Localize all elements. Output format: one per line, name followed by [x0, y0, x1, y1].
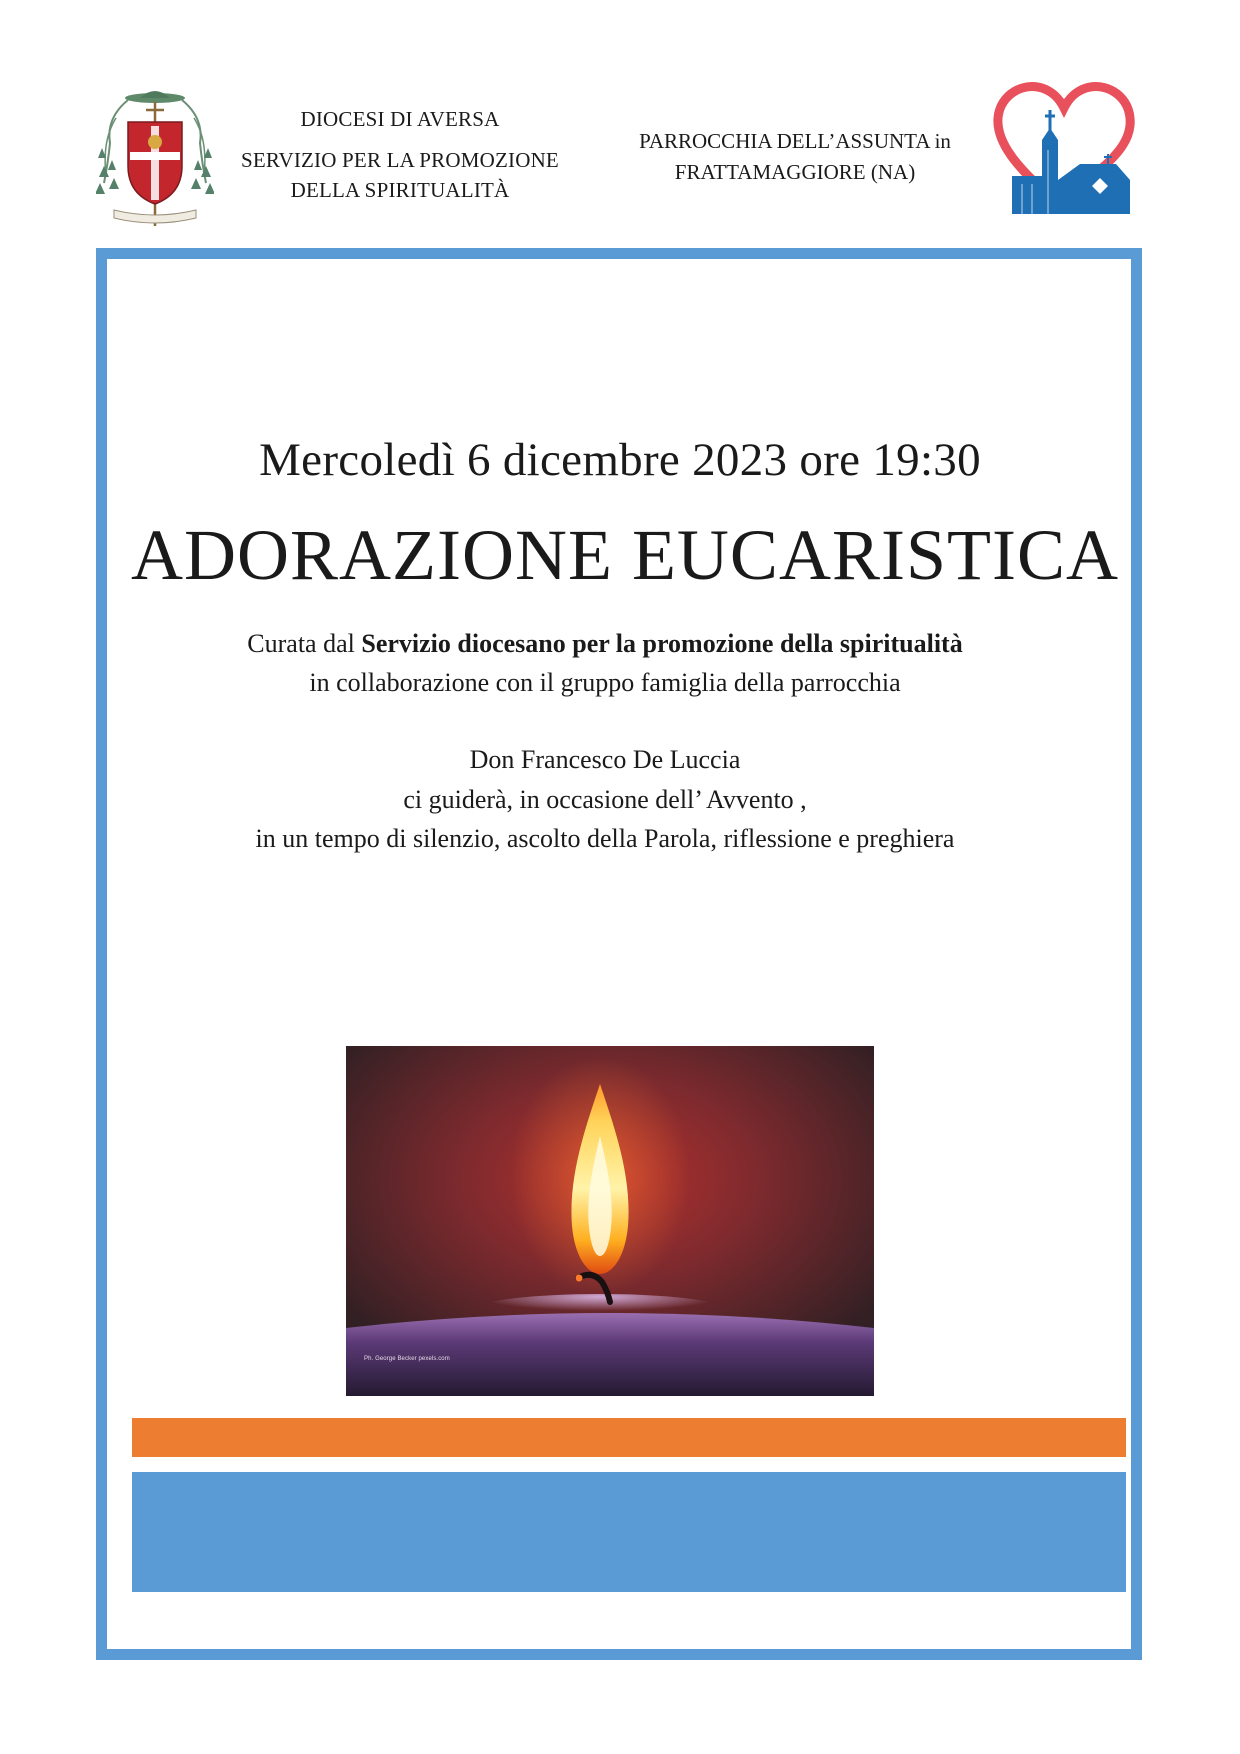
parish-logo	[990, 80, 1138, 218]
intro-organizer: Servizio diocesano per la promozione della spiritualità	[361, 629, 963, 658]
guide-name: Don Francesco De Luccia	[469, 745, 741, 774]
guide-line3: in un tempo di silenzio, ascolto della Parola, riflessione e preghiera	[255, 824, 955, 853]
photo-credit: Ph. George Becker pexels.com	[364, 1356, 450, 1362]
candle-photo	[346, 1046, 874, 1396]
intro-prefix: Curata dal	[247, 629, 362, 658]
diocese-service-line1: SERVIZIO PER LA PROMOZIONE	[241, 148, 559, 172]
diocese-heading	[220, 104, 580, 205]
footer-bar	[132, 1472, 1126, 1592]
parish-name-line1: PARROCCHIA DELL’ASSUNTA in	[639, 129, 951, 153]
diocese-service-line2: DELLA SPIRITUALITÀ	[290, 178, 510, 202]
event-date-time: Mercoledì 6 dicembre 2023 ore 19:30	[259, 434, 981, 486]
coat-of-arms-icon	[96, 88, 214, 230]
diocese-name: DIOCESI DI AVERSA	[300, 107, 500, 131]
event-guide	[0, 740, 1210, 859]
event-title: ADORAZIONE EUCARISTICA	[131, 515, 1119, 595]
diocese-crest	[96, 88, 214, 230]
parish-heading	[620, 126, 970, 188]
event-intro	[0, 624, 1210, 702]
guide-line2: ci guiderà, in occasione dell’ Avvento ,	[403, 784, 807, 814]
parish-name-line2: FRATTAMAGGIORE (NA)	[674, 160, 916, 184]
intro-line2: in collaborazione con il gruppo famiglia della parrocchia	[309, 668, 901, 697]
intro-line1	[0, 624, 1210, 663]
accent-bar	[132, 1418, 1126, 1457]
heart-church-icon	[990, 80, 1138, 218]
candle-flame-icon	[346, 1046, 874, 1396]
